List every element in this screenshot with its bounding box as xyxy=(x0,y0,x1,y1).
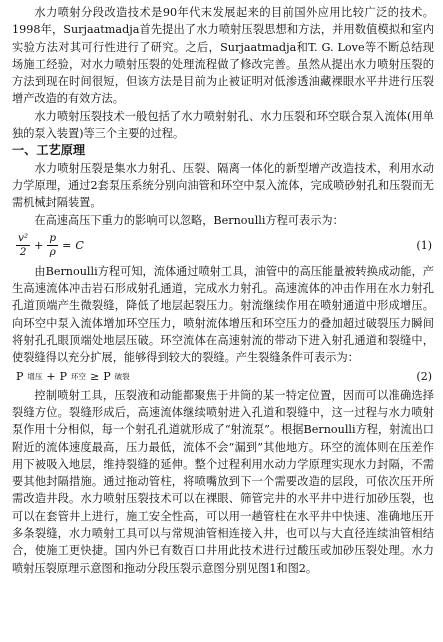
jet-mechanism-paragraph: 由Bernoulli方程可知，流体通过喷射工具，油管中的高压能量被转换成动能，产生高速流体冲击岩石形成射孔通道，完成水力射孔。高速流体的冲击作用在水力射孔孔道顶端产生微裂缝，降低了地层起裂压力。射流继续作用在喷射通道中形成增压。向环空中泵入流体增加环空压力，喷射流体增压和环空压力的叠加超过破裂压力瞬间将射孔孔眼顶端处地层压破。环空流体在高速射流的带动下进入射孔通道和裂缝中，使裂缝得以充分扩展，能够得到较大的裂缝。产生裂缝条件可表示为： xyxy=(12,264,434,365)
principle-paragraph: 水力喷射压裂是集水力射孔、压裂、隔离一体化的新型增产改造技术，利用水动力学原理，通过2套泵压系统分别向油管和环空中泵入流体，完成喷砂射孔和压裂而无需机械封隔装置。 xyxy=(12,161,434,210)
equation-bernoulli xyxy=(12,229,434,263)
equation-number-1: (1) xyxy=(416,239,432,253)
bernoulli-intro-paragraph: 在高速高压下重力的影响可以忽略，Bernoulli方程可表示为： xyxy=(34,213,344,227)
process-overview-paragraph: 水力喷射压裂技术一般包括了水力喷射射孔、水力压裂和环空联合泵入流体(用单独的泵入装置)等三个主要的过程。 xyxy=(12,109,434,141)
fracture-condition-formula: P 增压 + P 环空 ≥ P 破裂 xyxy=(16,369,130,383)
fraction-velocity: $\frac{\text{v²}}{2}$ xyxy=(18,232,29,259)
control-paragraph: 控制喷射工具，压裂液和动能都聚焦于井筒的某一特定位置，因而可以准确选择裂缝方位。裂缝形成后，高速流体继续喷射进入孔道和裂缝中，这一过程与水力喷射泵作用十分相似，每一个射孔孔道就形成了“射流泵”。根据Bernoulli方程，射流出口附近的流体速度最高，压力最低，流体不会“漏到”其他地方。环空的流体则在压差作用下被吸入地层，维持裂缝的延伸。整个过程利用水动力学原理实现水力封隔，不需要其他封隔措施。通过拖动管柱，将喷嘴放到下一个需要改造的层段，可依次压开所需改造井段。水力喷射压裂技术可以在裸眼、筛管完井的水平井中进行加砂压裂，也可以在套管井上进行，施工安全性高，可以用一趟管柱在水平井中快速、准确地压开多条裂缝，水力喷射工具可以与常规油管相连接入井，也可以与大直径连续油管相结合，使施工更快捷。国内外已有数百口井用此技术进行过酸压或加砂压裂处理。水力喷射压裂原理示意图和拖动分段压裂示意图分别见图1和图2。 xyxy=(12,388,434,575)
fraction-pressure: $\frac{p}{\rho}$ xyxy=(49,232,57,259)
section-heading: 一、工艺原理 xyxy=(12,143,86,158)
bernoulli-formula: $\frac{\text{v²}}{2}$ + $\frac{p}{\rho}$ = C xyxy=(18,232,84,259)
equation-number-2: (2) xyxy=(416,369,432,383)
equation-fracture-condition xyxy=(12,367,434,387)
intro-paragraph: 水力喷射分段改造技术是90年代末发展起来的目前国外应用比较广泛的技术。1998年，Surjaatmadja首先提出了水力喷射压裂思想和方法，并用数值模拟和室内实验方法对其可行性进行了研究。之后，Surjaatmadja和T. G. Love等不断总结现场施工经验，对水力喷射压裂的处理流程做了修改完善。虽然从提出水力喷射压裂的方法到现在时间很短，但该方法是目前为止被证明对低渗透油藏裸眼水平井进行压裂增产改造的有效方法。 xyxy=(12,6,434,106)
